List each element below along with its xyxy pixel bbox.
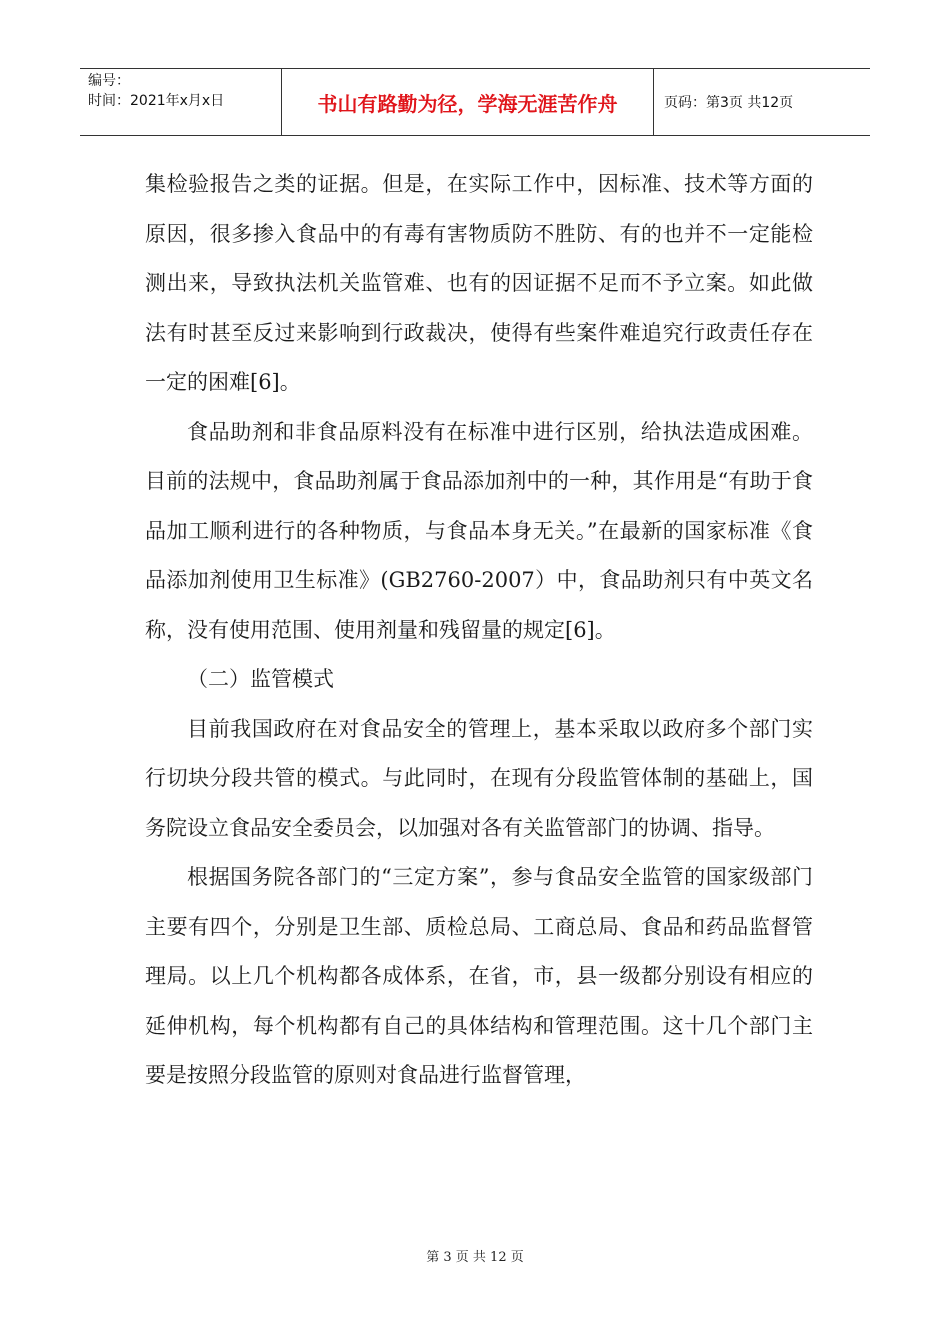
document-body	[145, 160, 813, 1101]
header-page-info: 页码：第3页 共12页	[664, 95, 794, 111]
time-label: 时间：2021年x月x日	[88, 93, 225, 109]
serial-label: 编号：	[88, 73, 130, 89]
header-meta	[80, 69, 282, 135]
paragraph: 食品助剂和非食品原料没有在标准中进行区别，给执法造成困难。目前的法规中，食品助剂属于食品添加剂中的一种，其作用是“有助于食品加工顺利进行的各种物质，与食品本身无关。”在最新的国家标准《食品添加剂使用卫生标准》(GB2760-2007）中，食品助剂只有中英文名称，没有使用范围、使用剂量和残留量的规定[6]。	[145, 419, 813, 642]
section-heading: （二）监管模式	[187, 667, 334, 691]
paragraph: 目前我国政府在对食品安全的管理上，基本采取以政府多个部门实行切块分段共管的模式。与此同时，在现有分段监管体制的基础上，国务院设立食品安全委员会，以加强对各有关监管部门的协调、指导。	[145, 716, 813, 840]
paragraph: 根据国务院各部门的“三定方案”，参与食品安全监管的国家级部门主要有四个，分别是卫生部、质检总局、工商总局、食品和药品监督管理局。以上几个机构都各成体系，在省，市，县一级都分别设有相应的延伸机构，每个机构都有自己的具体结构和管理范围。这十几个部门主要是按照分段监管的原则对食品进行监督管理，	[145, 865, 813, 1087]
paragraph: 集检验报告之类的证据。但是，在实际工作中，因标准、技术等方面的原因，很多掺入食品中的有毒有害物质防不胜防、有的也并不一定能检测出来，导致执法机关监管难、也有的因证据不足而不予立案。如此做法有时甚至反过来影响到行政裁决，使得有些案件难追究行政责任存在一定的困难[6]。	[145, 172, 813, 394]
header-motto: 书山有路勤为径，学海无涯苦作舟	[282, 69, 654, 135]
document-header	[80, 68, 870, 136]
page-footer: 第 3 页 共 12 页	[426, 1250, 524, 1265]
